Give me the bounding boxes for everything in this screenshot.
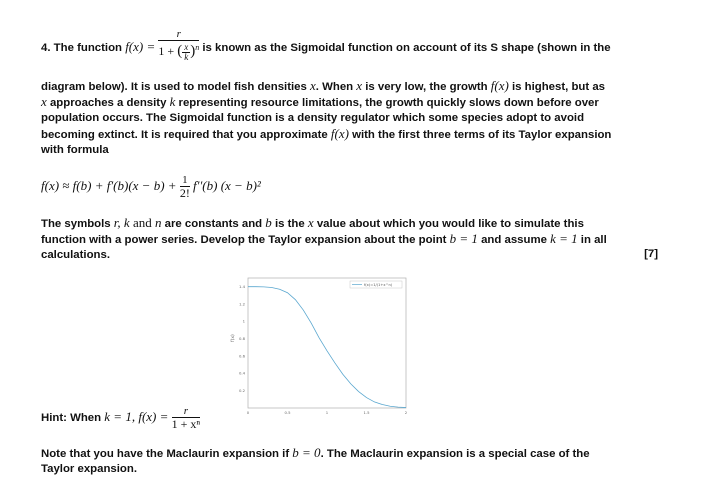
taylor-rhs: f′′(b) (x − b)² [192, 178, 261, 194]
denominator-prefix: 1 + [158, 44, 175, 58]
math-x: x [307, 215, 314, 230]
x-tick-label: 0.5 [284, 410, 291, 415]
text-segment: with the first three terms of its Taylor expansion [348, 129, 612, 141]
math-fx: f(x) [490, 78, 509, 93]
y-tick-labels [239, 284, 246, 393]
text-segment: diagram below). It is used to model fish densities [41, 81, 310, 93]
x-tick-label: 2 [404, 410, 408, 415]
y-tick-label: 0.6 [238, 353, 245, 359]
text-segment: and [129, 215, 155, 230]
question-line-3 [41, 95, 599, 110]
exponent: n [195, 43, 200, 52]
text-segment: is very low, the growth [362, 81, 491, 93]
hint-label: Hint: When [41, 412, 105, 425]
taylor-frac-den: 2! [179, 186, 190, 200]
sigmoid-numerator: r [158, 28, 199, 41]
question-line-1 [41, 28, 611, 62]
question-line-6: with formula [41, 144, 109, 156]
hint-line [41, 405, 200, 431]
taylor-formula [41, 174, 261, 200]
math-vars: r, k [113, 215, 130, 230]
taylor-fraction [180, 174, 190, 200]
x-tick-label: 0 [246, 410, 250, 415]
y-tick-label: 0.2 [238, 387, 245, 393]
plot-frame [248, 278, 406, 408]
hint-k: k = 1, [104, 409, 136, 425]
question-line-4: population occurs. The Sigmoidal function is a density regulator which some species adopt to avoid [41, 112, 585, 124]
y-tick-label: 1.2 [238, 301, 245, 307]
note-line-2: Taylor expansion. [41, 463, 138, 475]
text-segment: value about which you would like to simulate this [313, 218, 584, 230]
x-tick-label: 1 [325, 410, 329, 415]
question-line-5 [41, 127, 611, 142]
y-tick-label: 1.4 [238, 283, 245, 289]
hint-denominator: 1 + xⁿ [171, 417, 201, 431]
text-segment: Note that you have the Maclaurin expansion if [41, 448, 293, 460]
math-k-eq: k = 1 [550, 231, 578, 246]
note-line-1 [41, 446, 590, 461]
hint-fraction [172, 405, 201, 431]
question-line-2 [41, 79, 605, 94]
question-intro: The function [53, 41, 123, 54]
math-k: k [169, 94, 176, 109]
sigmoid-fraction [158, 28, 199, 62]
text-segment: The symbols [41, 218, 114, 230]
inner-numerator: x [184, 41, 189, 52]
sigmoid-description: is known as the Sigmoidal function on account of its S shape (shown in the [202, 41, 611, 54]
math-x: x [41, 94, 47, 109]
y-tick-label: 0.8 [238, 335, 245, 341]
symbols-line-1 [41, 216, 584, 231]
y-tick-label: 1 [242, 318, 245, 324]
function-label: f(x) = [125, 38, 156, 54]
taylor-lhs: f(x) ≈ f(b) + f′(b)(x − b) + [41, 178, 180, 194]
math-fx: f(x) [330, 126, 349, 141]
text-segment: in all [577, 234, 607, 246]
legend-label: f(x)=1/(1+x^n) [364, 283, 393, 287]
y-tick-label: 0.4 [238, 370, 245, 376]
text-segment: . The Maclaurin expansion is a special case of the [320, 448, 590, 460]
math-b: b [265, 215, 272, 230]
symbols-line-3: calculations. [41, 249, 111, 261]
text-segment: function with a power series. Develop the Taylor expansion about the point [41, 234, 450, 246]
text-segment: representing resource limitations, the growth quickly slows down before over [175, 97, 599, 109]
math-x: x [310, 78, 316, 93]
text-segment: and assume [477, 234, 551, 246]
text-segment: becoming extinct. It is required that you approximate [41, 129, 331, 141]
sigmoid-denominator: 1 + ( $\frac{x}{k}$ )$^n$ [158, 41, 200, 62]
symbols-line-2 [41, 232, 607, 247]
x-tick-label: 1.5 [363, 410, 370, 415]
y-axis-label: f(x) [231, 334, 236, 342]
math-b-zero: b = 0 [292, 445, 321, 460]
math-b-eq: b = 1 [449, 231, 478, 246]
sigmoid-chart [222, 270, 418, 418]
taylor-frac-num: 1 [180, 174, 190, 187]
hint-numerator: r [172, 405, 201, 418]
marks-label: [7] [644, 248, 658, 260]
hint-fx: f(x) = [135, 409, 172, 425]
inner-denominator: k [184, 51, 189, 62]
math-n: n [154, 215, 162, 230]
x-tick-labels [247, 410, 408, 415]
text-segment: are constants and [161, 218, 266, 230]
text-segment: is the [271, 218, 308, 230]
math-x: x [356, 78, 363, 93]
text-segment: . When [315, 81, 357, 93]
text-segment: approaches a density [46, 97, 170, 109]
text-segment: is highest, but as [508, 81, 606, 93]
question-number: 4. [41, 41, 51, 54]
